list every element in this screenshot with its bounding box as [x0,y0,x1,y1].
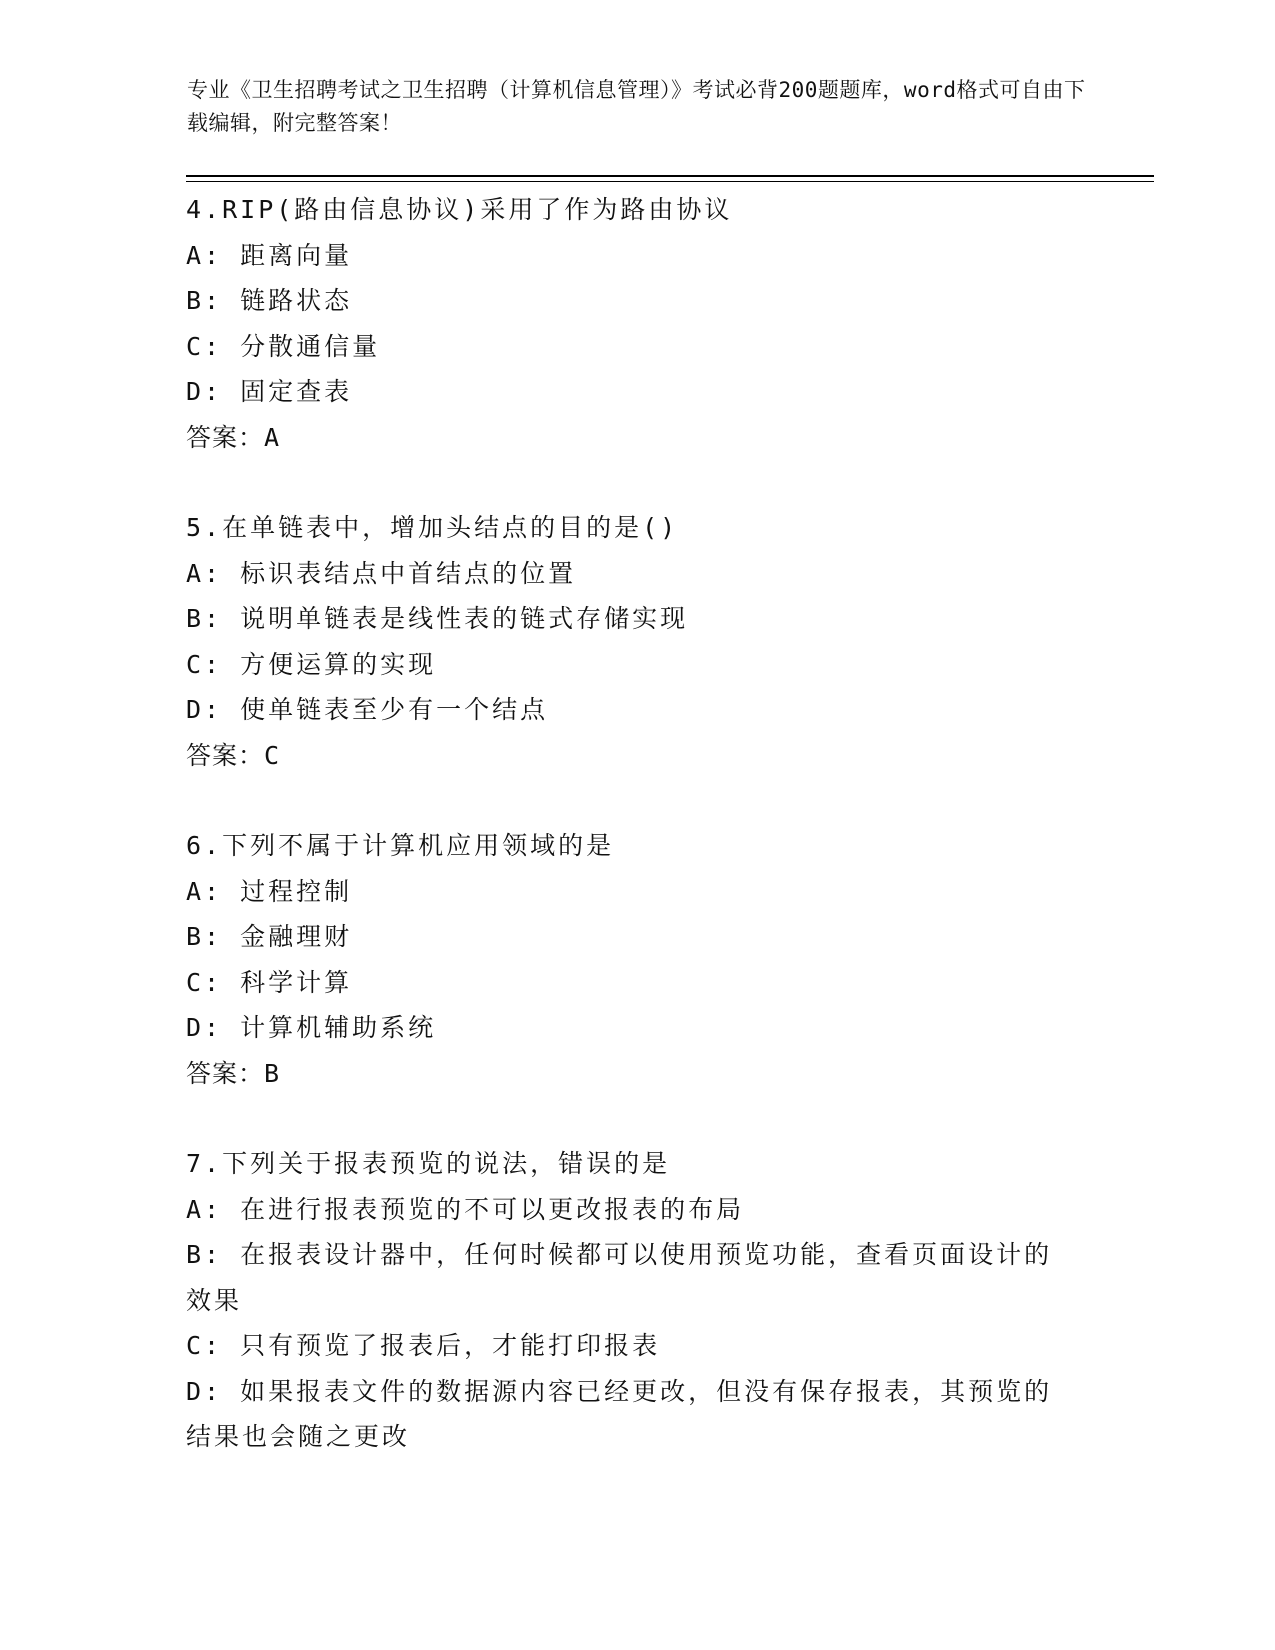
option-d: D: 使单链表至少有一个结点 [186,695,549,724]
option-d: D: 计算机辅助系统 [186,1013,437,1042]
question-list [186,187,1086,1505]
option-d: D: 如果报表文件的数据源内容已经更改，但没有保存报表，其预览的结果也会随之更改 [186,1376,1053,1451]
question-7 [186,1141,1086,1460]
document-header: 专业《卫生招聘考试之卫生招聘（计算机信息管理）》考试必背200题题库，word格式可自由下载编辑，附完整答案！ [187,78,1086,135]
option-b: B: 链路状态 [186,286,353,315]
option-c: C: 分散通信量 [186,331,381,361]
option-c: C: 方便运算的实现 [186,649,437,679]
option-a: A: 标识表结点中首结点的位置 [186,558,577,588]
question-stem: 4.RIP(路由信息协议)采用了作为路由协议 [186,195,733,224]
option-b: B: 在报表设计器中，任何时候都可以使用预览功能，查看页面设计的效果 [186,1240,1053,1315]
answer-line [186,415,1086,461]
answer-label: 答案： [186,422,265,452]
option-a: A: 距离向量 [186,240,353,270]
question-4 [186,187,1086,460]
answer-value: A [264,422,281,452]
question-stem: 7.下列关于报表预览的说法，错误的是 [186,1149,671,1178]
option-b: B: 说明单链表是线性表的链式存储实现 [186,604,689,633]
option-c: C: 科学计算 [186,967,353,997]
answer-line [186,733,1086,779]
question-stem: 6.下列不属于计算机应用领域的是 [186,831,615,860]
header-divider-thin [186,181,1154,182]
option-b: B: 金融理财 [186,922,353,951]
question-5 [186,505,1086,778]
answer-line [186,1051,1086,1097]
option-d: D: 固定查表 [186,377,353,406]
option-c: C: 只有预览了报表后，才能打印报表 [186,1331,661,1360]
option-a: A: 过程控制 [186,876,353,906]
answer-value: B [264,1058,281,1088]
answer-label: 答案： [186,1058,265,1088]
question-stem: 5.在单链表中，增加头结点的目的是() [186,513,679,542]
question-6 [186,823,1086,1096]
option-a: A: 在进行报表预览的不可以更改报表的布局 [186,1194,745,1224]
answer-label: 答案： [186,740,265,770]
header-divider-thick [186,175,1154,177]
answer-value: C [264,740,281,770]
